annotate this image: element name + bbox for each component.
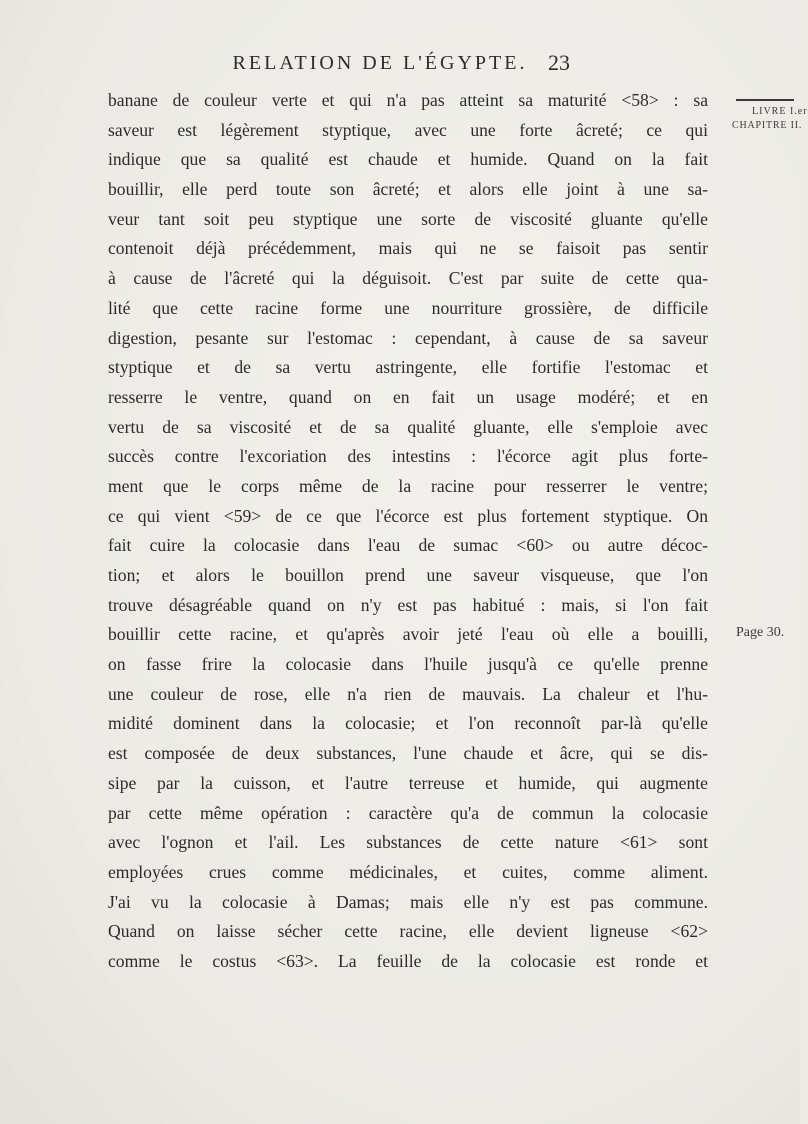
text-line: resserre le ventre, quand on en fait un usage modéré; et en	[108, 386, 708, 407]
text-line: est composée de deux substances, l'une chaude et âcre, qui se dis-	[108, 743, 708, 764]
text-line: sipe par la cuisson, et l'autre terreuse et humide, qui augmente	[108, 772, 708, 793]
text-line: indique que sa qualité est chaude et humide. Quand on la fait	[108, 149, 708, 170]
body-text	[108, 86, 708, 977]
text-line: veur tant soit peu styptique une sorte de viscosité gluante qu'elle	[108, 208, 708, 229]
text-line: une couleur de rose, elle n'a rien de mauvais. La chaleur et l'hu-	[108, 683, 708, 704]
text-line: styptique et de sa vertu astringente, elle fortifie l'estomac et	[108, 357, 708, 378]
text-line: vertu de sa viscosité et de sa qualité gluante, elle s'emploie avec	[108, 416, 708, 437]
margin-note-page-ref: Page 30.	[736, 625, 785, 640]
text-line: succès contre l'excoriation des intestins : l'écorce agit plus forte-	[108, 446, 708, 467]
text-line: avec l'ognon et l'ail. Les substances de cette nature <61> sont	[108, 832, 708, 853]
text-line: tion; et alors le bouillon prend une saveur visqueuse, que l'on	[108, 565, 708, 585]
page-number: 23	[548, 50, 570, 75]
text-line: on fasse frire la colocasie dans l'huile jusqu'à ce qu'elle prenne	[108, 654, 708, 675]
margin-note-livre: LIVRE I.er	[752, 106, 808, 117]
text-line: bouillir, elle perd toute son âcreté; et alors elle joint à une sa-	[108, 179, 708, 200]
text-line: fait cuire la colocasie dans l'eau de sumac <60> ou autre décoc-	[108, 535, 708, 556]
text-line: à cause de l'âcreté qui la déguisoit. C'est par suite de cette qua-	[108, 268, 708, 289]
text-line: comme le costus <63>. La feuille de la colocasie est ronde et	[108, 950, 708, 971]
text-line: J'ai vu la colocasie à Damas; mais elle n'y est pas commune.	[108, 891, 708, 912]
text-line: contenoit déjà précédemment, mais qui ne se faisoit pas sentir	[108, 238, 708, 259]
margin-note-chapitre: CHAPITRE II.	[732, 120, 803, 131]
text-line: midité dominent dans la colocasie; et l'on reconnoît par-là qu'elle	[108, 713, 708, 734]
text-line: lité que cette racine forme une nourriture grossière, de difficile	[108, 297, 708, 318]
text-line: saveur est légèrement styptique, avec une forte âcreté; ce qui	[108, 119, 708, 140]
text-line: ment que le corps même de la racine pour resserrer le ventre;	[108, 475, 708, 496]
text-line: digestion, pesante sur l'estomac : cependant, à cause de sa saveur	[108, 327, 708, 348]
text-line: Quand on laisse sécher cette racine, elle devient ligneuse <62>	[108, 921, 708, 942]
text-line: bouillir cette racine, et qu'après avoir jeté l'eau où elle a bouilli,	[108, 624, 708, 645]
text-line: par cette même opération : caractère qu'a de commun la colocasie	[108, 802, 708, 823]
running-title: RELATION DE L'ÉGYPTE.	[232, 52, 528, 74]
margin-rule	[736, 99, 794, 101]
text-line: employées crues comme médicinales, et cuites, comme aliment.	[108, 861, 708, 882]
text-line: banane de couleur verte et qui n'a pas atteint sa maturité <58> : sa	[108, 90, 708, 110]
text-line: trouve désagréable quand on n'y est pas habitué : mais, si l'on fait	[108, 594, 708, 615]
text-line: ce qui vient <59> de ce que l'écorce est plus fortement styptique. On	[108, 505, 708, 526]
